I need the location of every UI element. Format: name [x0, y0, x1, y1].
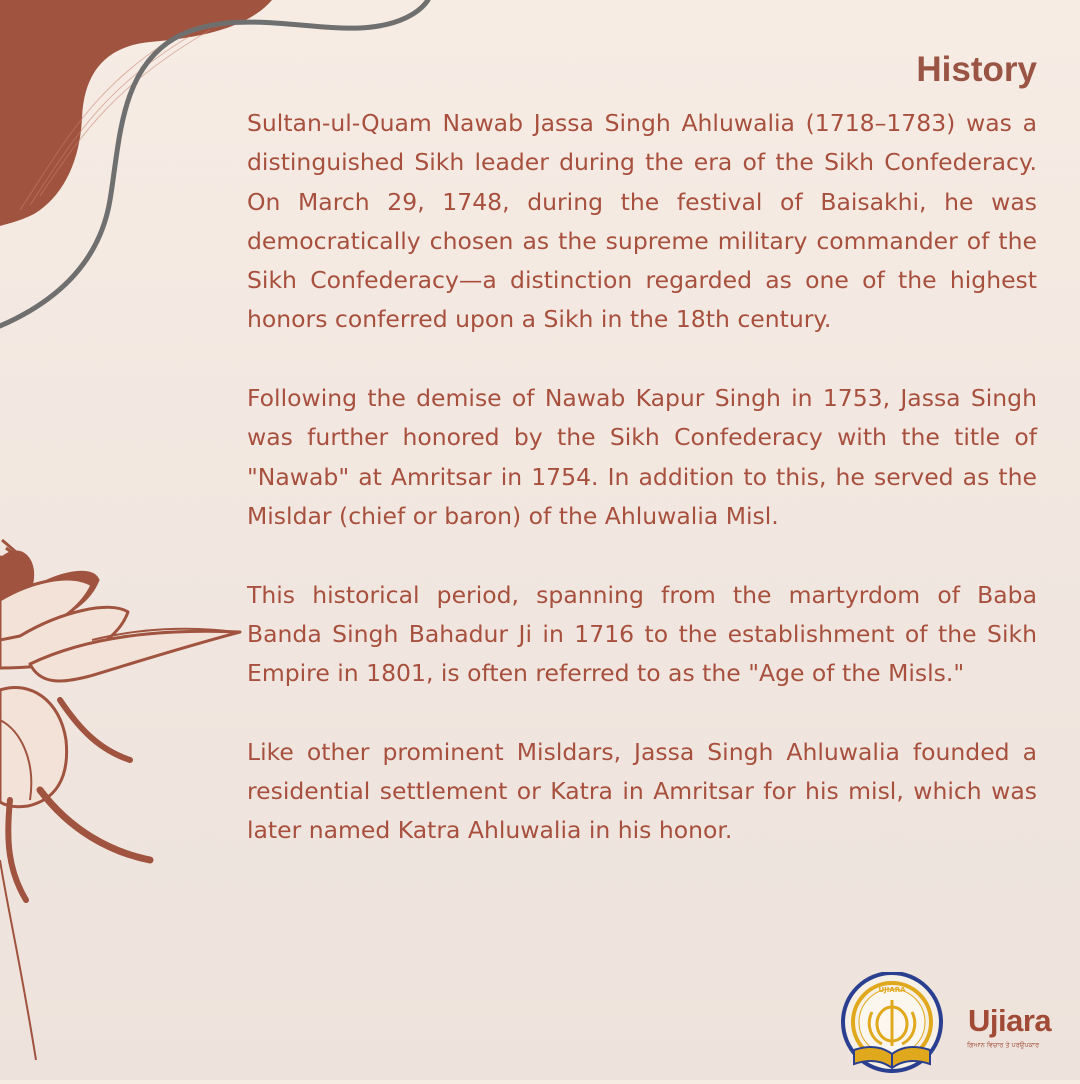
lily-flower — [0, 552, 240, 1060]
brand-name: Ujiara — [968, 1003, 1052, 1038]
paragraph: This historical period, spanning from the martyrdom of Baba Banda Singh Bahadur Ji in 1716 to the establishment of the Sikh Empire in 1801, is often referred to as the "Age of the Misls." — [247, 580, 1037, 688]
seal-text: UJIARA — [878, 986, 906, 994]
corner-blob — [0, 0, 272, 226]
page-title: History — [916, 50, 1037, 89]
paragraph: Sultan-ul-Quam Nawab Jassa Singh Ahluwalia (1718–1783) was a distinguished Sikh leader during the era of the Sikh Confederacy. On March 29, 1748, during the festival of Baisakhi, he was democratically chosen as the supreme military commander of the Sikh Confederacy—a distinction regarded as one of the highest honors conferred upon a Sikh in the 18th century. — [247, 109, 1037, 334]
paragraph: Following the demise of Nawab Kapur Singh in 1753, Jassa Singh was further honored by the Sikh Confederacy with the title of "Nawab" at Amritsar in 1754. In addition to this, he served as the Misldar (chief or baron) of the Ahluwalia Misl. — [247, 384, 1037, 530]
history-text — [247, 104, 1037, 851]
brand-tagline: ਗਿਆਨ ਵਿਚਾਰ ਤੇ ਪਰਉਪਕਾਰ — [967, 1041, 1039, 1049]
paragraph: Like other prominent Misldars, Jassa Singh Ahluwalia founded a residential settlement or Katra in Amritsar for his misl, which was later named Katra Ahluwalia in his honor. — [247, 737, 1037, 845]
seal-icon — [832, 972, 962, 1080]
